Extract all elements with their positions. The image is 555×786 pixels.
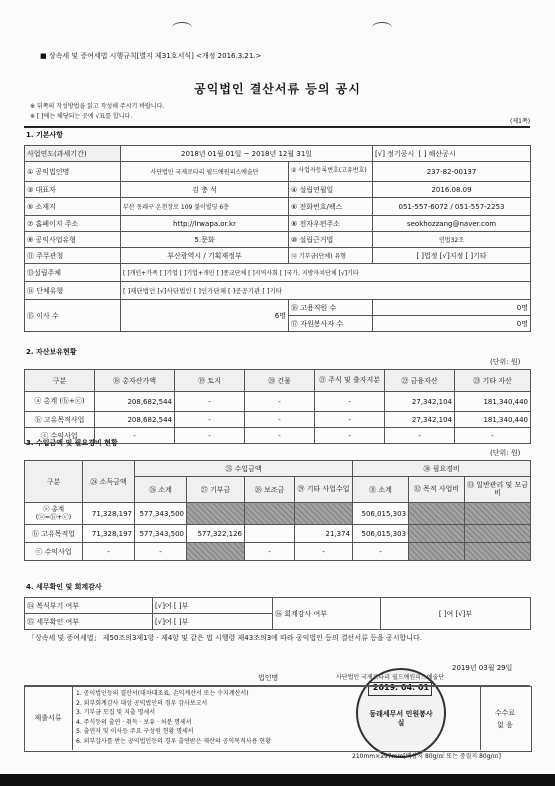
volunteers-label: ⑰ 자원봉사자 수 [289,316,373,332]
type-label: ⑨ 공익사업유형 [25,232,121,248]
income-subheader: ㉗ 기부금 [187,477,245,503]
group: [ ]재단법인 [√]사단법인 [ ]인가단체 [ ]공공기관 [ ]기타 [121,282,531,300]
shaded-cell [187,503,245,525]
email: seokhozzang@naver.com [373,216,531,232]
employees: 0명 [373,300,531,316]
fee-cell [480,686,531,750]
asset-cell: - [455,428,531,444]
asset-cell: - [175,412,245,428]
asset-header: ⑱ 총자산가액 [95,370,175,392]
shaded-cell [187,543,245,561]
taxcheck-label: ㉟ 세무확인 여부 [25,614,153,630]
shaded-cell [409,543,465,561]
asset-cell: - [315,428,385,444]
page-title: 공익법인 결산서류 등의 공시 [194,82,361,96]
fee: 없 음 [497,721,513,729]
asset-row-label: ⓒ 수익사업 [25,428,95,444]
income-cell: 71,328,197 [83,525,135,543]
asset-cell: - [245,412,315,428]
income-cell: 506,015,303 [353,525,409,543]
signature-corp-label: 법인명 [258,674,279,682]
income-subheader: ㉜ 목적 사업비 [409,477,465,503]
page-label: (제1쪽) [510,118,531,125]
shaded-cell [465,543,531,561]
asset-cell: - [245,392,315,412]
corp-name-label: ① 공익법인명 [25,162,121,182]
phone-label: ⑥ 전화번호/팩스 [289,198,373,216]
type: 5.문화 [121,232,289,248]
shaded-cell [295,503,353,525]
stamp-office: 동래세무서 민원봉사실 [369,710,433,728]
section2-title: 2. 자산보유현황 [26,348,77,356]
income-subheader: ㉙ 기타 사업수입 [295,477,353,503]
phone: 051-557-6072 / 051-557-2253 [373,198,531,216]
law: 민법32조 [373,232,531,248]
assets-table [24,369,531,444]
income-subheader: ㉝ 일반관리 및 모금비 [465,477,531,503]
documents-list [76,689,271,746]
fee-label: 수수료 [494,709,516,717]
income-subheader: ㉘ 보조금 [245,477,295,503]
bookkeeping-label: ㉞ 복식부기 여부 [25,598,153,614]
authority: 부산광역시 / 기획재정부 [121,248,289,264]
shaded-cell [409,525,465,543]
section4-title: 4. 세무확인 및 회계감사 [26,583,102,591]
asset-cell: 27,342,104 [385,412,455,428]
asset-cell: 27,342,104 [385,392,455,412]
taxcheck: [√]여 [ ]부 [153,614,273,630]
asset-cell: - [175,392,245,412]
income-row-label: ⓒ 수익사업 [25,543,83,561]
income-cell: 577,343,500 [135,503,187,525]
section3-unit: (단위: 원) [490,449,521,457]
income-cell: 506,015,303 [353,503,409,525]
scan-edge [0,774,555,786]
donation-label: ⑫ 기부금(단체) 유형 [289,248,373,264]
document-item: 5. 출연자 및 이사등 주요 구성원 현황 명세서 [76,728,194,735]
signature-date: 2019년 03월 29일 [452,664,513,672]
shaded-cell [465,503,531,525]
addr-label: ⑤ 소재지 [25,198,121,216]
founder-label: ⑬설립주체 [25,264,121,282]
donation: [ ]법정 [√]지정 [ ]기타 [373,248,531,264]
asset-header: ⑳ 건물 [245,370,315,392]
note-instructions: ※ 뒤쪽의 작성방법을 읽고 작성해 주시기 바랍니다. [30,103,165,110]
rep-label: ③ 대표자 [25,182,121,198]
shaded-cell [465,525,531,543]
asset-cell: 208,682,544 [95,412,175,428]
asset-row-label: ⓑ 고유목적사업 [25,412,95,428]
employees-label: ⑯ 고용직원 수 [289,300,373,316]
income-cell: - [353,543,409,561]
asset-cell: - [95,428,175,444]
group-label: ⑭ 단체유형 [25,282,121,300]
section1-title: 1. 기본사항 [26,131,64,139]
asset-cell: 181,340,440 [455,412,531,428]
income-cell: 71,328,197 [83,503,135,525]
document-item: 2. 외부회계감사 대상 공익법인의 경우 감사보고서 [76,699,208,707]
audit: [ ]여 [√]부 [381,598,531,630]
asset-cell: - [315,392,385,412]
paper-size-footer: 210mm×297mm[백상지 80g/㎡ 또는 중질지 80g/㎡] [352,753,501,760]
document-item: 3. 기부금 모집 및 지출 명세서 [76,709,156,716]
revenue-header: ㉕ 수입금액 [135,461,353,477]
est: 2016.08.09 [373,182,531,198]
income-table [24,460,531,561]
authority-label: ⑪ 주무관청 [25,248,121,264]
bookkeeping: [√]여 [ ]부 [153,598,273,614]
directors: 6명 [121,300,289,332]
asset-row-label: ⓐ 총계 (ⓑ+ⓒ) [25,392,95,412]
income-row-label: ⓑ 고유목적업 [25,525,83,543]
asset-cell: - [245,428,315,444]
document-item: 6. 외부감사를 받는 공익법인등의 경우 출연받은 재산의 공익목적사용 현황 [76,737,271,745]
form-reference: ■ 상속세 및 증여세법 시행규칙[별지 제31호서식] <개정 2016.3.21.> [40,52,262,60]
asset-header: ㉑ 주식 및 출자지분 [315,370,385,392]
tax-audit-table [24,597,531,630]
volunteers: 0명 [373,316,531,332]
founder: [ ]개인+가족 [ ]기업 [ ]기업+개인 [ ]종교단체 [ ]지역사회 [ ]국가, 지방자치단체 [√]기타 [121,264,531,282]
income-header-amount: ㉔ 소득금액 [83,461,135,503]
income-cell: - [245,543,295,561]
directors-label: ⑮ 이사 수 [25,300,121,332]
shaded-cell [245,503,295,525]
income-cell: - [83,543,135,561]
income-row-label: ⓐ 총계 (ⓐ=ⓑ+ⓒ) [25,503,83,525]
shaded-cell [409,503,465,525]
section2-unit: (단위: 원) [490,358,521,366]
income-cell: - [295,543,353,561]
stamp-date: 2019. 04. 01 [372,683,430,692]
income-cell: - [135,543,187,561]
asset-header: ㉒ 금융자산 [385,370,455,392]
divider [24,126,530,128]
document-item: 1. 공익법인등의 결산서(대차대조표, 손익계산서 또는 수지계산서) [76,690,249,697]
income-subheader: ㉛ 소계 [353,477,409,503]
asset-header: 구분 [25,370,95,392]
est-label: ④ 설립연월일 [289,182,373,198]
income-cell [245,525,295,543]
income-cell: 21,374 [295,525,353,543]
regular-disclosure-check: [√] 정기공시 [375,149,415,158]
asset-cell: 208,682,544 [95,392,175,412]
homepage-label: ⑦ 홈페이지 주소 [25,216,121,232]
asset-header: ⑲ 토지 [175,370,245,392]
disclosure-statement: 「상속세 및 증여세법」 제50조의3제1항 · 제4항 및 같은 법 시행령 제43조의3에 따라 공익법인 등의 결산서류 등을 공시합니다. [28,634,422,642]
note-checkmark: ※ [ ]에는 해당되는 곳에 √표를 합니다. [30,113,133,120]
basic-info-table [24,145,531,332]
rep: 김 충 석 [121,182,289,198]
income-header-category: 구분 [25,461,83,503]
asset-cell: 181,340,440 [455,392,531,412]
email-label: ⑧ 전자우편주소 [289,216,373,232]
homepage: http://lrwapa.or.kr [121,216,289,232]
asset-cell: - [175,428,245,444]
dissolution-check: [ ] 해산공시 [418,149,456,158]
audit-label: ㊱ 회계감사 여부 [273,598,381,630]
section3-title: 3. 수입금액 및 필요경비 현황 [26,439,118,447]
income-cell: 577,322,126 [187,525,245,543]
asset-cell: - [385,428,455,444]
asset-cell: - [315,412,385,428]
bizno-label: ② 사업자등록번호(고유번호) [289,162,373,182]
addr: 부산 동래구 온천장로 109 불이빌딩 6층 [121,198,289,216]
bizno: 237-82-00137 [373,162,531,182]
asset-header: ㉓ 기타 자산 [455,370,531,392]
law-label: ⑩ 설립근거법 [289,232,373,248]
expense-header: ㉚ 필요경비 [353,461,531,477]
year-label: 사업연도(과세기간) [25,146,121,162]
income-subheader: ㉖ 소계 [135,477,187,503]
corp-name: 사단법인 국제로타리 월드예원피스예술단 [121,162,289,182]
year-value: 2018년 01월 01일 ~ 2018년 12월 31일 [121,146,373,162]
document-item: 4. 주식등의 출연 · 취득 · 보유 · 처분 명세서 [76,718,192,726]
signature-corp: 사단법인 국제로타리 월드예원피스예술단 [336,674,445,681]
income-cell: 577,343,500 [135,525,187,543]
documents-label: 제출서류 [34,714,62,722]
